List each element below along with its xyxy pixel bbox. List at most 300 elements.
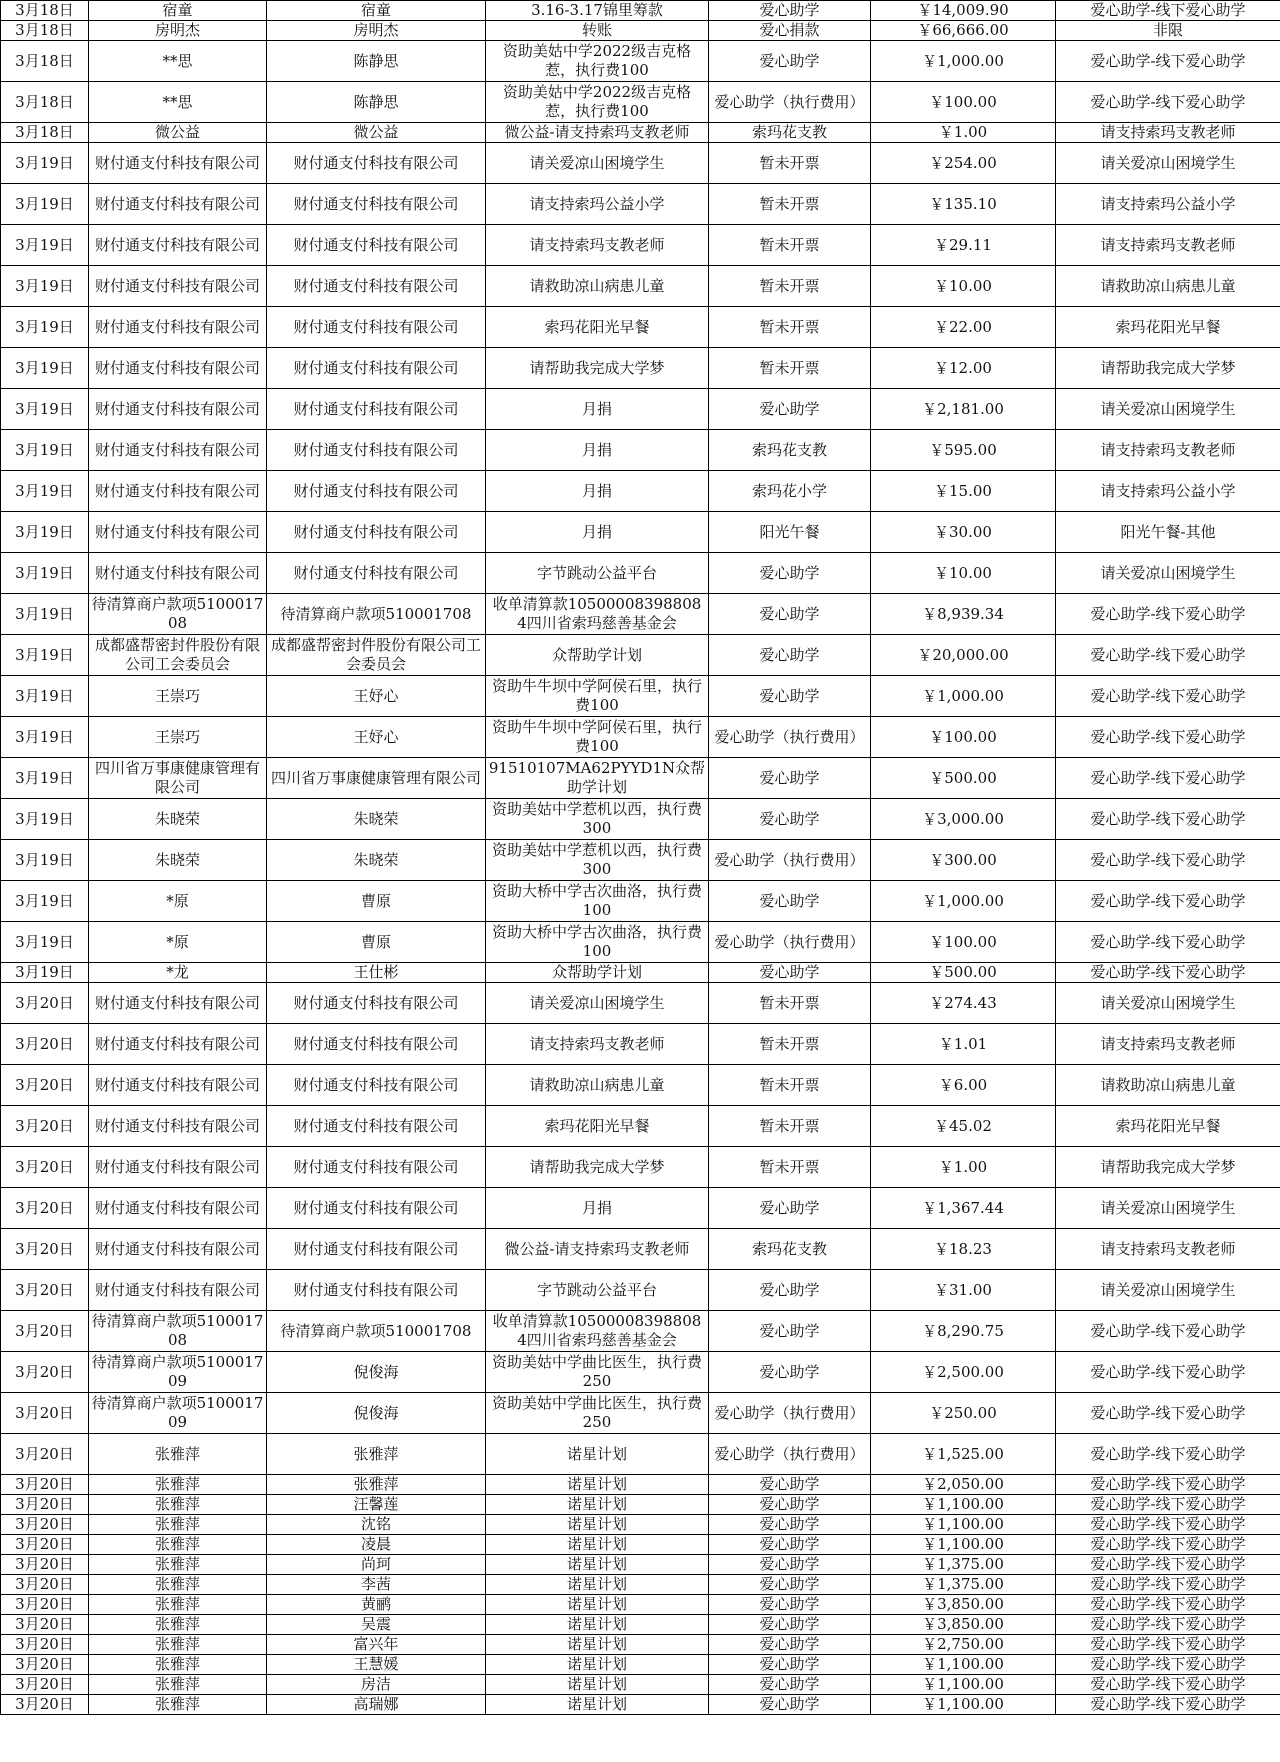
table-row [1, 1229, 1280, 1270]
project-cell: 请支持索玛支教老师 [1056, 430, 1280, 471]
payer-cell: 待清算商户款项510001708 [89, 594, 267, 635]
project-cell: 爱心助学-线下爱心助学 [1056, 1393, 1280, 1434]
project-cell: 请支持索玛支教老师 [1056, 225, 1280, 266]
donor-cell: 倪俊海 [267, 1352, 486, 1393]
payer-cell: *龙 [89, 963, 267, 983]
donor-cell: 朱晓荣 [267, 799, 486, 840]
memo-cell: 请救助凉山病患儿童 [486, 266, 709, 307]
date-cell: 3月20日 [1, 1635, 89, 1655]
category-cell: 爱心助学 [709, 389, 871, 430]
donor-cell: 倪俊海 [267, 1393, 486, 1434]
project-cell: 爱心助学-线下爱心助学 [1056, 1555, 1280, 1575]
amount-cell: ￥100.00 [871, 82, 1056, 123]
amount-cell: ￥300.00 [871, 840, 1056, 881]
donor-cell: 财付通支付科技有限公司 [267, 143, 486, 184]
memo-cell: 字节跳动公益平台 [486, 553, 709, 594]
table-row [1, 1555, 1280, 1575]
project-cell: 请关爱凉山困境学生 [1056, 553, 1280, 594]
category-cell: 爱心助学 [709, 1655, 871, 1675]
memo-cell: 微公益-请支持索玛支教老师 [486, 1229, 709, 1270]
memo-cell: 资助美姑中学2022级吉克格惹，执行费100 [486, 82, 709, 123]
table-row [1, 512, 1280, 553]
category-cell: 爱心助学（执行费用） [709, 922, 871, 963]
table-row [1, 123, 1280, 143]
table-row [1, 430, 1280, 471]
donor-cell: 财付通支付科技有限公司 [267, 307, 486, 348]
date-cell: 3月19日 [1, 389, 89, 430]
payer-cell: 财付通支付科技有限公司 [89, 266, 267, 307]
category-cell: 爱心助学 [709, 1270, 871, 1311]
date-cell: 3月20日 [1, 1535, 89, 1555]
memo-cell: 资助牛牛坝中学阿侯石里，执行费100 [486, 676, 709, 717]
project-cell: 请支持索玛支教老师 [1056, 1024, 1280, 1065]
amount-cell: ￥1.00 [871, 1147, 1056, 1188]
payer-cell: 张雅萍 [89, 1575, 267, 1595]
memo-cell: 诺星计划 [486, 1655, 709, 1675]
memo-cell: 请支持索玛公益小学 [486, 184, 709, 225]
date-cell: 3月20日 [1, 1188, 89, 1229]
memo-cell: 收单清算款105000083988084四川省索玛慈善基金会 [486, 1311, 709, 1352]
table-row [1, 676, 1280, 717]
table-row [1, 307, 1280, 348]
memo-cell: 众帮助学计划 [486, 963, 709, 983]
amount-cell: ￥500.00 [871, 758, 1056, 799]
category-cell: 爱心助学（执行费用） [709, 717, 871, 758]
payer-cell: 张雅萍 [89, 1635, 267, 1655]
category-cell: 爱心助学 [709, 1555, 871, 1575]
project-cell: 爱心助学-线下爱心助学 [1056, 1495, 1280, 1515]
table-row [1, 1595, 1280, 1615]
project-cell: 爱心助学-线下爱心助学 [1056, 1635, 1280, 1655]
payer-cell: 张雅萍 [89, 1675, 267, 1695]
category-cell: 索玛花支教 [709, 430, 871, 471]
table-row [1, 1495, 1280, 1515]
table-row [1, 1575, 1280, 1595]
amount-cell: ￥20,000.00 [871, 635, 1056, 676]
date-cell: 3月19日 [1, 143, 89, 184]
donor-cell: 陈静思 [267, 82, 486, 123]
memo-cell: 字节跳动公益平台 [486, 1270, 709, 1311]
donor-cell: 曹原 [267, 881, 486, 922]
memo-cell: 资助美姑中学曲比医生，执行费250 [486, 1352, 709, 1393]
amount-cell: ￥18.23 [871, 1229, 1056, 1270]
table-row [1, 1535, 1280, 1555]
amount-cell: ￥8,939.34 [871, 594, 1056, 635]
amount-cell: ￥274.43 [871, 983, 1056, 1024]
memo-cell: 诺星计划 [486, 1595, 709, 1615]
donor-cell: 财付通支付科技有限公司 [267, 389, 486, 430]
category-cell: 爱心助学 [709, 799, 871, 840]
amount-cell: ￥29.11 [871, 225, 1056, 266]
memo-cell: 诺星计划 [486, 1515, 709, 1535]
category-cell: 爱心助学 [709, 1311, 871, 1352]
category-cell: 爱心助学 [709, 1635, 871, 1655]
amount-cell: ￥595.00 [871, 430, 1056, 471]
amount-cell: ￥1,100.00 [871, 1515, 1056, 1535]
date-cell: 3月20日 [1, 1270, 89, 1311]
category-cell: 暂未开票 [709, 1147, 871, 1188]
date-cell: 3月20日 [1, 1495, 89, 1515]
project-cell: 爱心助学-线下爱心助学 [1056, 881, 1280, 922]
date-cell: 3月19日 [1, 758, 89, 799]
payer-cell: 张雅萍 [89, 1434, 267, 1475]
category-cell: 爱心助学 [709, 1595, 871, 1615]
payer-cell: 微公益 [89, 123, 267, 143]
table-row [1, 635, 1280, 676]
date-cell: 3月19日 [1, 676, 89, 717]
payer-cell: 张雅萍 [89, 1495, 267, 1515]
donor-cell: 财付通支付科技有限公司 [267, 983, 486, 1024]
amount-cell: ￥1,100.00 [871, 1535, 1056, 1555]
amount-cell: ￥1,100.00 [871, 1695, 1056, 1715]
category-cell: 爱心助学 [709, 635, 871, 676]
project-cell: 爱心助学-线下爱心助学 [1056, 676, 1280, 717]
project-cell: 爱心助学-线下爱心助学 [1056, 922, 1280, 963]
project-cell: 爱心助学-线下爱心助学 [1056, 1311, 1280, 1352]
amount-cell: ￥31.00 [871, 1270, 1056, 1311]
amount-cell: ￥1,000.00 [871, 676, 1056, 717]
project-cell: 请支持索玛支教老师 [1056, 123, 1280, 143]
project-cell: 请支持索玛公益小学 [1056, 184, 1280, 225]
donor-cell: 吴震 [267, 1615, 486, 1635]
payer-cell: 王崇巧 [89, 717, 267, 758]
memo-cell: 收单清算款105000083988084四川省索玛慈善基金会 [486, 594, 709, 635]
donor-cell: 财付通支付科技有限公司 [267, 1229, 486, 1270]
payer-cell: 财付通支付科技有限公司 [89, 1188, 267, 1229]
date-cell: 3月20日 [1, 1475, 89, 1495]
amount-cell: ￥1,100.00 [871, 1495, 1056, 1515]
memo-cell: 诺星计划 [486, 1575, 709, 1595]
date-cell: 3月18日 [1, 1, 89, 21]
memo-cell: 月捐 [486, 471, 709, 512]
donor-cell: 王妤心 [267, 717, 486, 758]
memo-cell: 诺星计划 [486, 1675, 709, 1695]
donor-cell: 曹原 [267, 922, 486, 963]
memo-cell: 微公益-请支持索玛支教老师 [486, 123, 709, 143]
category-cell: 暂未开票 [709, 225, 871, 266]
date-cell: 3月20日 [1, 1352, 89, 1393]
donor-cell: 张雅萍 [267, 1475, 486, 1495]
category-cell: 爱心助学（执行费用） [709, 82, 871, 123]
date-cell: 3月19日 [1, 922, 89, 963]
donor-cell: 沈铭 [267, 1515, 486, 1535]
payer-cell: 张雅萍 [89, 1615, 267, 1635]
date-cell: 3月19日 [1, 717, 89, 758]
project-cell: 阳光午餐-其他 [1056, 512, 1280, 553]
table-row [1, 1270, 1280, 1311]
payer-cell: 财付通支付科技有限公司 [89, 184, 267, 225]
date-cell: 3月20日 [1, 1229, 89, 1270]
category-cell: 暂未开票 [709, 184, 871, 225]
amount-cell: ￥12.00 [871, 348, 1056, 389]
category-cell: 爱心助学（执行费用） [709, 840, 871, 881]
donor-cell: 房洁 [267, 1675, 486, 1695]
date-cell: 3月19日 [1, 963, 89, 983]
category-cell: 索玛花支教 [709, 1229, 871, 1270]
category-cell: 爱心助学 [709, 1675, 871, 1695]
table-row [1, 1675, 1280, 1695]
memo-cell: 月捐 [486, 389, 709, 430]
amount-cell: ￥100.00 [871, 922, 1056, 963]
category-cell: 爱心助学 [709, 1575, 871, 1595]
date-cell: 3月19日 [1, 635, 89, 676]
category-cell: 爱心捐款 [709, 21, 871, 41]
donor-cell: 财付通支付科技有限公司 [267, 471, 486, 512]
memo-cell: 月捐 [486, 430, 709, 471]
payer-cell: 财付通支付科技有限公司 [89, 389, 267, 430]
payer-cell: 张雅萍 [89, 1475, 267, 1495]
category-cell: 爱心助学 [709, 1188, 871, 1229]
amount-cell: ￥6.00 [871, 1065, 1056, 1106]
project-cell: 爱心助学-线下爱心助学 [1056, 82, 1280, 123]
memo-cell: 诺星计划 [486, 1615, 709, 1635]
table-row [1, 143, 1280, 184]
memo-cell: 请关爱凉山困境学生 [486, 143, 709, 184]
memo-cell: 转账 [486, 21, 709, 41]
date-cell: 3月20日 [1, 1615, 89, 1635]
date-cell: 3月19日 [1, 225, 89, 266]
payer-cell: 财付通支付科技有限公司 [89, 307, 267, 348]
amount-cell: ￥135.10 [871, 184, 1056, 225]
payer-cell: 张雅萍 [89, 1515, 267, 1535]
project-cell: 请帮助我完成大学梦 [1056, 348, 1280, 389]
payer-cell: 财付通支付科技有限公司 [89, 512, 267, 553]
payer-cell: 张雅萍 [89, 1655, 267, 1675]
category-cell: 爱心助学 [709, 963, 871, 983]
category-cell: 爱心助学 [709, 594, 871, 635]
memo-cell: 诺星计划 [486, 1695, 709, 1715]
category-cell: 暂未开票 [709, 266, 871, 307]
table-row [1, 184, 1280, 225]
memo-cell: 月捐 [486, 1188, 709, 1229]
amount-cell: ￥66,666.00 [871, 21, 1056, 41]
project-cell: 爱心助学-线下爱心助学 [1056, 41, 1280, 82]
table-row [1, 1655, 1280, 1675]
payer-cell: 财付通支付科技有限公司 [89, 1106, 267, 1147]
project-cell: 爱心助学-线下爱心助学 [1056, 717, 1280, 758]
payer-cell: 财付通支付科技有限公司 [89, 983, 267, 1024]
category-cell: 爱心助学（执行费用） [709, 1393, 871, 1434]
donor-cell: 财付通支付科技有限公司 [267, 348, 486, 389]
memo-cell: 诺星计划 [486, 1555, 709, 1575]
category-cell: 爱心助学 [709, 1615, 871, 1635]
payer-cell: 财付通支付科技有限公司 [89, 1024, 267, 1065]
table-row [1, 471, 1280, 512]
amount-cell: ￥2,750.00 [871, 1635, 1056, 1655]
donor-cell: 凌晨 [267, 1535, 486, 1555]
payer-cell: 财付通支付科技有限公司 [89, 348, 267, 389]
table-row [1, 840, 1280, 881]
category-cell: 爱心助学 [709, 1475, 871, 1495]
donor-cell: 成都盛帮密封件股份有限公司工会委员会 [267, 635, 486, 676]
amount-cell: ￥15.00 [871, 471, 1056, 512]
memo-cell: 诺星计划 [486, 1535, 709, 1555]
project-cell: 爱心助学-线下爱心助学 [1056, 1535, 1280, 1555]
amount-cell: ￥1,000.00 [871, 881, 1056, 922]
table-row [1, 1, 1280, 21]
payer-cell: 财付通支付科技有限公司 [89, 1270, 267, 1311]
memo-cell: 请关爱凉山困境学生 [486, 983, 709, 1024]
date-cell: 3月19日 [1, 266, 89, 307]
payer-cell: 张雅萍 [89, 1695, 267, 1715]
amount-cell: ￥14,009.90 [871, 1, 1056, 21]
date-cell: 3月20日 [1, 1575, 89, 1595]
date-cell: 3月20日 [1, 1655, 89, 1675]
table-row [1, 594, 1280, 635]
memo-cell: 请帮助我完成大学梦 [486, 1147, 709, 1188]
donor-cell: 黄鹂 [267, 1595, 486, 1615]
date-cell: 3月19日 [1, 184, 89, 225]
amount-cell: ￥1,525.00 [871, 1434, 1056, 1475]
date-cell: 3月20日 [1, 983, 89, 1024]
project-cell: 请关爱凉山困境学生 [1056, 143, 1280, 184]
table-row [1, 389, 1280, 430]
date-cell: 3月19日 [1, 881, 89, 922]
date-cell: 3月19日 [1, 307, 89, 348]
category-cell: 爱心助学 [709, 1515, 871, 1535]
memo-cell: 诺星计划 [486, 1475, 709, 1495]
date-cell: 3月20日 [1, 1675, 89, 1695]
donor-cell: 陈静思 [267, 41, 486, 82]
category-cell: 暂未开票 [709, 1106, 871, 1147]
table-row [1, 266, 1280, 307]
donor-cell: 王仕彬 [267, 963, 486, 983]
amount-cell: ￥3,850.00 [871, 1595, 1056, 1615]
project-cell: 爱心助学-线下爱心助学 [1056, 1575, 1280, 1595]
category-cell: 爱心助学 [709, 1495, 871, 1515]
payer-cell: 财付通支付科技有限公司 [89, 1229, 267, 1270]
donor-cell: 财付通支付科技有限公司 [267, 1024, 486, 1065]
category-cell: 暂未开票 [709, 1024, 871, 1065]
table-row [1, 1635, 1280, 1655]
payer-cell: *原 [89, 881, 267, 922]
payer-cell: 财付通支付科技有限公司 [89, 143, 267, 184]
project-cell: 非限 [1056, 21, 1280, 41]
project-cell: 爱心助学-线下爱心助学 [1056, 1352, 1280, 1393]
donor-cell: 待清算商户款项510001708 [267, 594, 486, 635]
amount-cell: ￥3,000.00 [871, 799, 1056, 840]
payer-cell: 财付通支付科技有限公司 [89, 471, 267, 512]
amount-cell: ￥1.01 [871, 1024, 1056, 1065]
ledger-body [1, 1, 1280, 1715]
payer-cell: **思 [89, 82, 267, 123]
project-cell: 请关爱凉山困境学生 [1056, 1188, 1280, 1229]
payer-cell: 张雅萍 [89, 1555, 267, 1575]
donor-cell: 房明杰 [267, 21, 486, 41]
date-cell: 3月20日 [1, 1147, 89, 1188]
table-row [1, 348, 1280, 389]
table-row [1, 963, 1280, 983]
category-cell: 阳光午餐 [709, 512, 871, 553]
date-cell: 3月19日 [1, 348, 89, 389]
table-row [1, 881, 1280, 922]
date-cell: 3月20日 [1, 1515, 89, 1535]
project-cell: 爱心助学-线下爱心助学 [1056, 1655, 1280, 1675]
donor-cell: 尚珂 [267, 1555, 486, 1575]
table-row [1, 922, 1280, 963]
donor-cell: 李茜 [267, 1575, 486, 1595]
project-cell: 请帮助我完成大学梦 [1056, 1147, 1280, 1188]
project-cell: 请支持索玛公益小学 [1056, 471, 1280, 512]
table-row [1, 1434, 1280, 1475]
project-cell: 爱心助学-线下爱心助学 [1056, 635, 1280, 676]
donor-cell: 四川省万事康健康管理有限公司 [267, 758, 486, 799]
payer-cell: 宿童 [89, 1, 267, 21]
memo-cell: 资助大桥中学古次曲洛，执行费100 [486, 881, 709, 922]
payer-cell: 财付通支付科技有限公司 [89, 553, 267, 594]
payer-cell: 待清算商户款项510001709 [89, 1352, 267, 1393]
donor-cell: 财付通支付科技有限公司 [267, 1147, 486, 1188]
memo-cell: 索玛花阳光早餐 [486, 307, 709, 348]
category-cell: 爱心助学 [709, 41, 871, 82]
payer-cell: 财付通支付科技有限公司 [89, 1065, 267, 1106]
amount-cell: ￥2,050.00 [871, 1475, 1056, 1495]
category-cell: 暂未开票 [709, 307, 871, 348]
donor-cell: 汪馨莲 [267, 1495, 486, 1515]
table-row [1, 1475, 1280, 1495]
table-row [1, 1024, 1280, 1065]
donor-cell: 财付通支付科技有限公司 [267, 1270, 486, 1311]
memo-cell: 索玛花阳光早餐 [486, 1106, 709, 1147]
date-cell: 3月20日 [1, 1595, 89, 1615]
table-row [1, 983, 1280, 1024]
category-cell: 爱心助学 [709, 1695, 871, 1715]
amount-cell: ￥1,367.44 [871, 1188, 1056, 1229]
table-row [1, 553, 1280, 594]
date-cell: 3月19日 [1, 840, 89, 881]
category-cell: 爱心助学 [709, 758, 871, 799]
payer-cell: 朱晓荣 [89, 799, 267, 840]
payer-cell: 王崇巧 [89, 676, 267, 717]
memo-cell: 资助大桥中学古次曲洛，执行费100 [486, 922, 709, 963]
project-cell: 爱心助学-线下爱心助学 [1056, 1434, 1280, 1475]
date-cell: 3月18日 [1, 41, 89, 82]
category-cell: 爱心助学（执行费用） [709, 1434, 871, 1475]
donor-cell: 财付通支付科技有限公司 [267, 430, 486, 471]
memo-cell: 请支持索玛支教老师 [486, 225, 709, 266]
date-cell: 3月19日 [1, 430, 89, 471]
category-cell: 暂未开票 [709, 143, 871, 184]
category-cell: 暂未开票 [709, 983, 871, 1024]
amount-cell: ￥254.00 [871, 143, 1056, 184]
donor-cell: 王慧媛 [267, 1655, 486, 1675]
donor-cell: 财付通支付科技有限公司 [267, 512, 486, 553]
table-row [1, 758, 1280, 799]
project-cell: 爱心助学-线下爱心助学 [1056, 840, 1280, 881]
project-cell: 爱心助学-线下爱心助学 [1056, 1595, 1280, 1615]
amount-cell: ￥10.00 [871, 266, 1056, 307]
date-cell: 3月18日 [1, 21, 89, 41]
amount-cell: ￥1,375.00 [871, 1555, 1056, 1575]
project-cell: 索玛花阳光早餐 [1056, 307, 1280, 348]
memo-cell: 资助美姑中学2022级吉克格惹，执行费100 [486, 41, 709, 82]
donor-cell: 财付通支付科技有限公司 [267, 225, 486, 266]
memo-cell: 月捐 [486, 512, 709, 553]
date-cell: 3月20日 [1, 1311, 89, 1352]
project-cell: 爱心助学-线下爱心助学 [1056, 1475, 1280, 1495]
project-cell: 请救助凉山病患儿童 [1056, 266, 1280, 307]
donor-cell: 微公益 [267, 123, 486, 143]
project-cell: 请支持索玛支教老师 [1056, 1229, 1280, 1270]
memo-cell: 91510107MA62PYYD1N众帮助学计划 [486, 758, 709, 799]
project-cell: 请关爱凉山困境学生 [1056, 983, 1280, 1024]
payer-cell: 财付通支付科技有限公司 [89, 1147, 267, 1188]
project-cell: 请关爱凉山困境学生 [1056, 389, 1280, 430]
category-cell: 爱心助学 [709, 553, 871, 594]
donor-cell: 待清算商户款项510001708 [267, 1311, 486, 1352]
project-cell: 爱心助学-线下爱心助学 [1056, 1675, 1280, 1695]
date-cell: 3月20日 [1, 1695, 89, 1715]
